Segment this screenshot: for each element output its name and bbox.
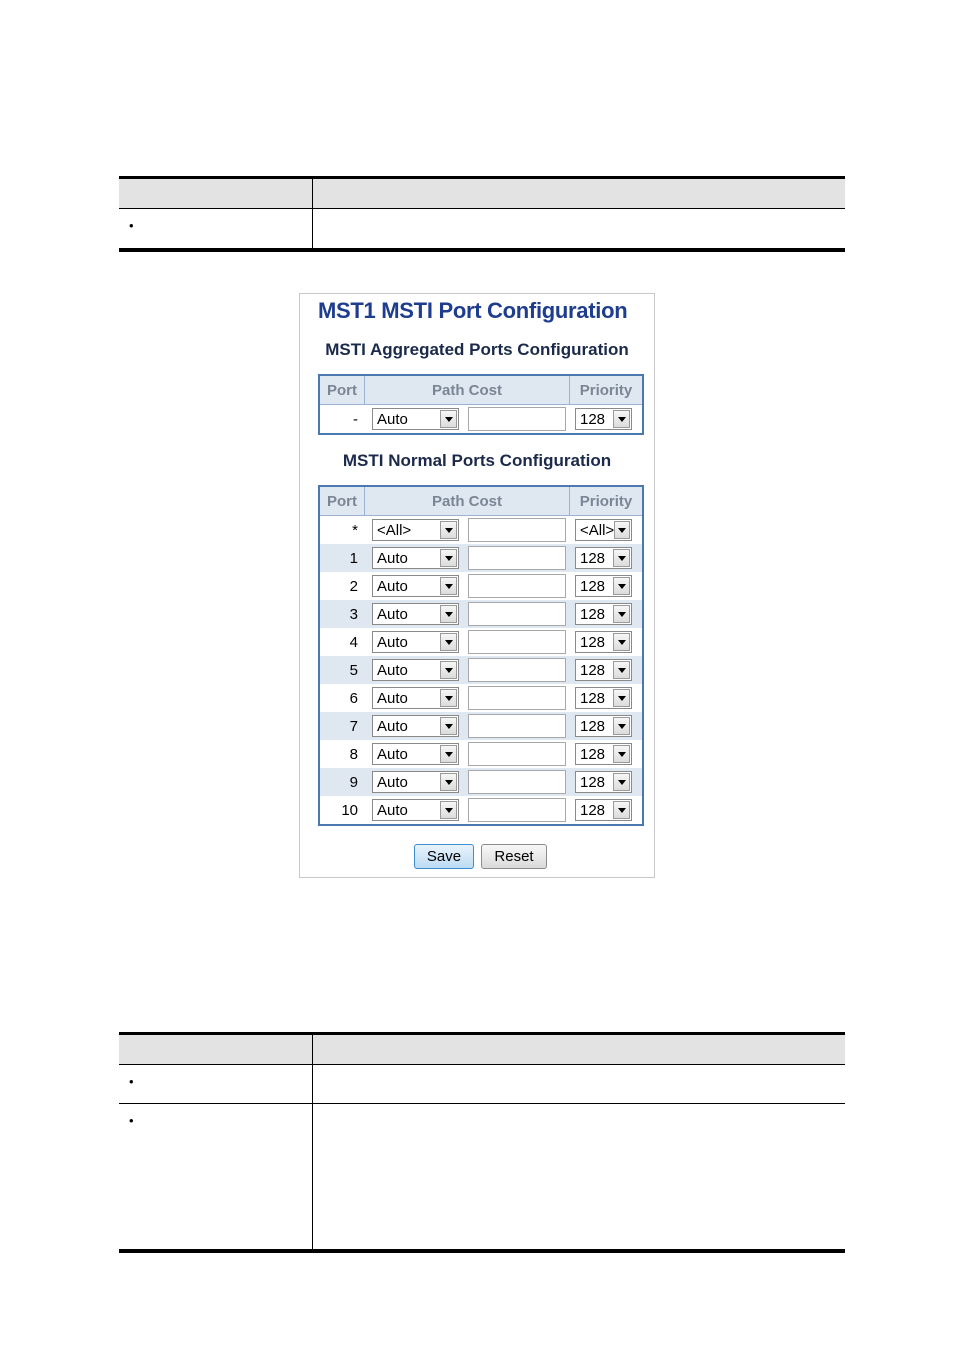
- path-cost-mode-select[interactable]: [372, 575, 459, 597]
- chevron-down-icon[interactable]: [613, 410, 630, 428]
- priority-cell: [568, 603, 642, 625]
- path-cost-cell: [364, 630, 568, 654]
- priority-cell: [568, 408, 642, 430]
- aggregated-ports-table: [318, 374, 644, 435]
- column-header-port: Port: [320, 487, 365, 515]
- chevron-down-icon[interactable]: [440, 717, 457, 735]
- table-header-row: [320, 376, 642, 405]
- path-cost-input[interactable]: [468, 407, 566, 431]
- path-cost-input[interactable]: [468, 798, 566, 822]
- table-row: [320, 684, 642, 712]
- path-cost-mode-select[interactable]: [372, 799, 459, 821]
- chevron-down-icon[interactable]: [613, 773, 630, 791]
- path-cost-mode-select[interactable]: [372, 603, 459, 625]
- select-value: Auto: [377, 745, 408, 763]
- chevron-down-icon[interactable]: [440, 633, 457, 651]
- column-header-priority: Priority: [579, 381, 633, 399]
- path-cost-input[interactable]: [468, 574, 566, 598]
- priority-cell: [568, 547, 642, 569]
- path-cost-cell: [364, 742, 568, 766]
- page-title: MST1 MSTI Port Configuration: [318, 298, 628, 323]
- port-number: 3: [349, 605, 358, 623]
- object-cell: [119, 209, 313, 248]
- chevron-down-icon[interactable]: [440, 521, 457, 539]
- path-cost-mode-select[interactable]: [372, 408, 459, 430]
- select-value: 128: [580, 717, 606, 735]
- table-row: [119, 209, 845, 249]
- path-cost-cell: [364, 602, 568, 626]
- path-cost-mode-select[interactable]: [372, 659, 459, 681]
- path-cost-cell: [364, 714, 568, 738]
- column-header-port: Port: [320, 376, 365, 404]
- priority-select[interactable]: [575, 715, 632, 737]
- chevron-down-icon[interactable]: [440, 577, 457, 595]
- select-value: <All>: [580, 521, 615, 539]
- select-value: 128: [580, 577, 606, 595]
- priority-cell: [568, 575, 642, 597]
- chevron-down-icon[interactable]: [440, 605, 457, 623]
- path-cost-mode-select[interactable]: [372, 547, 459, 569]
- chevron-down-icon[interactable]: [613, 605, 630, 623]
- priority-select[interactable]: [575, 771, 632, 793]
- table-row: [320, 544, 642, 572]
- select-value: 128: [580, 633, 606, 651]
- priority-select[interactable]: [575, 519, 632, 541]
- normal-ports-table: [318, 485, 644, 826]
- bullet-marker: •: [129, 218, 134, 233]
- port-number: 1: [349, 549, 358, 567]
- select-value: Auto: [377, 717, 408, 735]
- doc-table-2: [119, 1032, 845, 1253]
- object-cell: [119, 1104, 313, 1249]
- priority-select[interactable]: [575, 687, 632, 709]
- select-value: 128: [580, 689, 606, 707]
- select-value: Auto: [377, 801, 408, 819]
- select-value: Auto: [377, 410, 408, 428]
- priority-cell: [568, 715, 642, 737]
- table-header-row: [119, 1035, 845, 1065]
- chevron-down-icon[interactable]: [613, 661, 630, 679]
- chevron-down-icon[interactable]: [613, 689, 630, 707]
- select-value: 128: [580, 801, 606, 819]
- select-value: Auto: [377, 773, 408, 791]
- path-cost-mode-select[interactable]: [372, 771, 459, 793]
- reset-button[interactable]: Reset: [481, 844, 547, 869]
- path-cost-cell: [364, 770, 568, 794]
- header-cell-description: [313, 179, 845, 208]
- table-bottom-rule: [119, 1250, 845, 1253]
- chevron-down-icon[interactable]: [440, 745, 457, 763]
- object-cell: [119, 1065, 313, 1103]
- aggregated-section-title: MSTI Aggregated Ports Configuration: [325, 340, 629, 359]
- port-number: 2: [349, 577, 358, 595]
- path-cost-mode-select[interactable]: [372, 519, 459, 541]
- priority-select[interactable]: [575, 575, 632, 597]
- select-value: 128: [580, 410, 606, 428]
- priority-select[interactable]: [575, 603, 632, 625]
- path-cost-mode-select[interactable]: [372, 631, 459, 653]
- column-header-path-cost: Path Cost: [365, 376, 570, 404]
- path-cost-input[interactable]: [468, 658, 566, 682]
- path-cost-input[interactable]: [468, 602, 566, 626]
- priority-cell: [568, 687, 642, 709]
- select-value: 128: [580, 661, 606, 679]
- select-value: Auto: [377, 577, 408, 595]
- priority-cell: [568, 771, 642, 793]
- path-cost-input[interactable]: [468, 518, 566, 542]
- select-value: 128: [580, 549, 606, 567]
- chevron-down-icon[interactable]: [440, 410, 457, 428]
- path-cost-cell: [364, 798, 568, 822]
- table-row: [320, 600, 642, 628]
- port-number: 10: [341, 801, 358, 819]
- chevron-down-icon[interactable]: [614, 521, 630, 539]
- normal-rows-body: [320, 516, 642, 824]
- select-value: <All>: [377, 521, 412, 539]
- chevron-down-icon[interactable]: [613, 745, 630, 763]
- table-row: [320, 516, 642, 544]
- path-cost-input[interactable]: [468, 742, 566, 766]
- path-cost-mode-select[interactable]: [372, 687, 459, 709]
- select-value: Auto: [377, 689, 408, 707]
- path-cost-input[interactable]: [468, 546, 566, 570]
- port-number: 7: [349, 717, 358, 735]
- path-cost-cell: [364, 518, 568, 542]
- select-value: 128: [580, 773, 606, 791]
- path-cost-input[interactable]: [468, 770, 566, 794]
- select-value: Auto: [377, 661, 408, 679]
- priority-cell: [568, 519, 642, 541]
- port-number: 4: [349, 633, 358, 651]
- port-number: -: [353, 410, 358, 428]
- priority-select[interactable]: [575, 743, 632, 765]
- chevron-down-icon[interactable]: [613, 577, 630, 595]
- table-header-row: [119, 179, 845, 209]
- table-bottom-rule: [119, 249, 845, 252]
- select-value: 128: [580, 605, 606, 623]
- path-cost-cell: [364, 574, 568, 598]
- priority-select[interactable]: [575, 547, 632, 569]
- priority-cell: [568, 631, 642, 653]
- header-cell-description: [313, 1035, 845, 1064]
- port-number: 5: [349, 661, 358, 679]
- port-number: 8: [349, 745, 358, 763]
- priority-select[interactable]: [575, 799, 632, 821]
- table-header-row: [320, 487, 642, 516]
- path-cost-input[interactable]: [468, 714, 566, 738]
- chevron-down-icon[interactable]: [613, 717, 630, 735]
- chevron-down-icon[interactable]: [613, 801, 630, 819]
- chevron-down-icon[interactable]: [440, 801, 457, 819]
- priority-select[interactable]: [575, 408, 632, 430]
- bullet-marker: •: [129, 1074, 134, 1089]
- description-cell: [313, 1065, 845, 1103]
- msti-port-config-panel: [299, 293, 655, 878]
- select-value: 128: [580, 745, 606, 763]
- doc-table-1: [119, 176, 845, 252]
- select-value: Auto: [377, 633, 408, 651]
- save-button[interactable]: Save: [414, 844, 474, 869]
- table-row: [119, 1104, 845, 1250]
- header-cell-object: [119, 1035, 313, 1064]
- table-row: [320, 740, 642, 768]
- chevron-down-icon[interactable]: [440, 661, 457, 679]
- column-header-priority: Priority: [579, 492, 633, 510]
- path-cost-cell: [364, 407, 568, 431]
- select-value: Auto: [377, 605, 408, 623]
- header-cell-object: [119, 179, 313, 208]
- description-cell: [313, 1104, 845, 1249]
- path-cost-input[interactable]: [468, 686, 566, 710]
- priority-cell: [568, 743, 642, 765]
- port-number: *: [352, 521, 358, 539]
- table-row: [320, 628, 642, 656]
- bullet-marker: •: [129, 1113, 134, 1128]
- table-row: [320, 405, 642, 433]
- table-row: [119, 1065, 845, 1104]
- chevron-down-icon[interactable]: [440, 549, 457, 567]
- select-value: Auto: [377, 549, 408, 567]
- normal-section-title: MSTI Normal Ports Configuration: [342, 451, 612, 470]
- port-number: 6: [349, 689, 358, 707]
- table-row: [320, 572, 642, 600]
- chevron-down-icon[interactable]: [613, 633, 630, 651]
- description-cell: [313, 209, 845, 248]
- table-row: [320, 768, 642, 796]
- table-row: [320, 796, 642, 824]
- path-cost-mode-select[interactable]: [372, 743, 459, 765]
- column-header-path-cost: Path Cost: [365, 487, 570, 515]
- table-row: [320, 656, 642, 684]
- path-cost-cell: [364, 546, 568, 570]
- priority-select[interactable]: [575, 631, 632, 653]
- chevron-down-icon[interactable]: [613, 549, 630, 567]
- table-row: [320, 712, 642, 740]
- port-number: 9: [349, 773, 358, 791]
- path-cost-cell: [364, 658, 568, 682]
- path-cost-mode-select[interactable]: [372, 715, 459, 737]
- chevron-down-icon[interactable]: [440, 773, 457, 791]
- priority-cell: [568, 659, 642, 681]
- chevron-down-icon[interactable]: [440, 689, 457, 707]
- priority-cell: [568, 799, 642, 821]
- priority-select[interactable]: [575, 659, 632, 681]
- path-cost-input[interactable]: [468, 630, 566, 654]
- path-cost-cell: [364, 686, 568, 710]
